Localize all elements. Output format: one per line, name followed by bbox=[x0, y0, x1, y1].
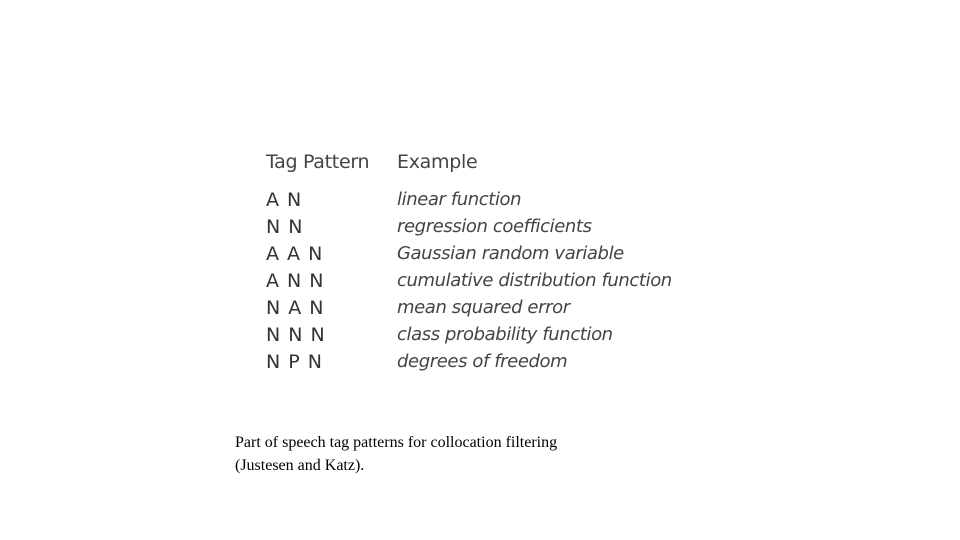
tag-pattern-table bbox=[266, 148, 672, 375]
example-cell: regression coefficients bbox=[397, 216, 592, 237]
example-cell: degrees of freedom bbox=[397, 351, 568, 372]
example-cell: linear function bbox=[397, 189, 522, 210]
tag-pattern-cell: N N bbox=[266, 215, 304, 238]
tag-pattern-cell: A N N bbox=[266, 269, 325, 292]
tag-pattern-cell: N A N bbox=[266, 296, 325, 319]
table-row bbox=[266, 348, 672, 375]
caption-line-1: Part of speech tag patterns for collocation filtering bbox=[235, 434, 558, 451]
table-row bbox=[266, 186, 672, 213]
table-row bbox=[266, 321, 672, 348]
tag-pattern-cell: A A N bbox=[266, 242, 324, 265]
example-cell: Gaussian random variable bbox=[397, 243, 624, 264]
tag-pattern-cell: N N N bbox=[266, 323, 326, 346]
header-example: Example bbox=[397, 151, 478, 173]
tag-pattern-cell: N P N bbox=[266, 350, 323, 373]
table-row bbox=[266, 294, 672, 321]
table-row bbox=[266, 267, 672, 294]
table-row bbox=[266, 213, 672, 240]
caption-line-2: (Justesen and Katz). bbox=[235, 457, 365, 474]
header-tag-pattern: Tag Pattern bbox=[266, 151, 370, 173]
tag-pattern-cell: A N bbox=[266, 188, 303, 211]
example-cell: mean squared error bbox=[397, 297, 570, 318]
figure-caption bbox=[235, 431, 655, 477]
example-cell: class probability function bbox=[397, 324, 613, 345]
table-header bbox=[266, 148, 672, 176]
example-cell: cumulative distribution function bbox=[397, 270, 672, 291]
table-row bbox=[266, 240, 672, 267]
